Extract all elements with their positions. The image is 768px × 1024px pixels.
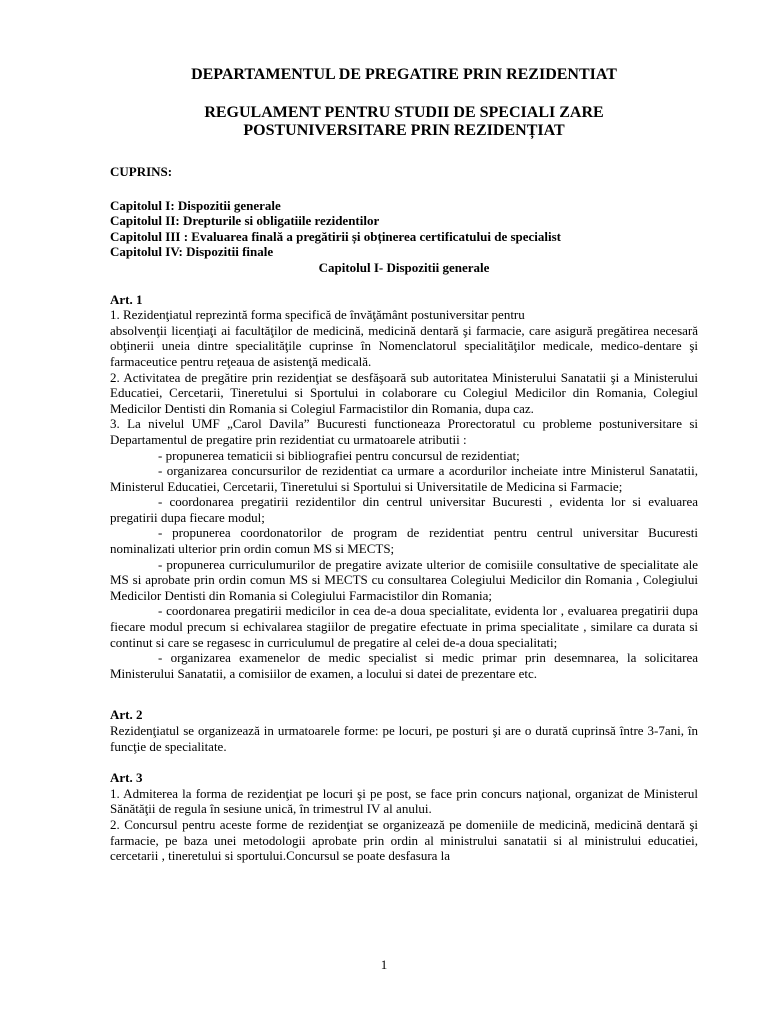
article-3-heading: Art. 3 [110,770,143,786]
toc-heading: CUPRINS: [110,164,173,179]
article-1-paragraph-1: absolvenţii licenţiaţi ai facultăţilor de medicină, medicină dentară şi farmacie, care asigură pregătirea necesară obţinerii uneia dintre specialităţile cuprinse în Nomenclatorul specialităţilor medicale, medico-dentare şi farmaceutice pentru reţeaua de asistenţă medicală. [110,322,698,369]
duties-list [110,448,698,682]
regulation-title-line2: POSTUNIVERSITARE PRIN REZIDENȚIAT [243,122,565,139]
article-1-paragraph-3: 3. La nivelul UMF „Carol Davila” Bucuresti functioneaza Prorectoratul cu probleme postuniversitare si Departamentul de pregatire prin rezidentiat cu urmatoarele atributii : [110,416,698,447]
list-item: - propunerea tematicii si bibliografiei pentru concursul de rezidentiat; [158,447,520,463]
article-2-paragraph-1: Rezidenţiatul se organizează in urmatoarele forme: pe locuri, pe posturi şi are o durată cuprinsă între 3-7ani, în funcţie de specialitate. [110,723,698,754]
list-item: - organizarea examenelor de medic specialist si medic primar prin desemnarea, la solicitarea Ministerului Sanatatii, a comisiilor de examen, a locului si datei de prezentare etc. [110,650,698,681]
chapter-heading: Capitolul I- Dispozitii generale [318,259,490,275]
article-3-paragraph-1: 1. Admiterea la forma de rezidenţiat pe locuri şi pe post, se face prin concurs naţional, organizat de Ministerul Sănătăţii de regula în sesiune unică, în trimestrul IV al anului. [110,785,698,817]
list-item: - propunerea coordonatorilor de program de rezidentiat pentru centrul universitar Bucuresti nominalizati ulterior prin ordin comun MS si MECTS; [110,525,698,557]
article-2-heading: Art. 2 [110,707,143,723]
list-item: - propunerea curriculumurilor de pregatire avizate ulterior de comisiile consultative de specialitate ale MS si aprobate prin ordin comun MS si MECTS cu consultarea Colegiului Medicilor din Romania , Colegiului Medicilor Dentisti din Romania si Colegiului Farmacistilor din Romania; [110,556,698,603]
toc-item: Capitolul III : Evaluarea finală a pregătirii și obținerea certificatului de specialist [110,228,562,244]
department-title: DEPARTAMENTUL DE PREGATIRE PRIN REZIDENTIAT [191,66,617,83]
list-item: - coordonarea pregatirii rezidentilor din centrul universitar Bucuresti , evidenta lor si evaluarea pregatirii dupa fiecare modul; [110,494,698,525]
document-body [110,66,698,864]
list-item: - organizarea concursurilor de rezidentiat ca urmare a acordurilor incheiate intre Ministerul Sanatatii, Ministerul Educatiei, Cercetarii, Tineretului si Sportului si Universitatile de Medicina si Farmacie; [110,463,698,494]
toc-item: Capitolul IV: Dispozitii finale [110,244,274,260]
list-item: - coordonarea pregatirii medicilor in cea de-a doua specialitate, evidenta lor , evaluarea pregatirii dupa fiecare modul precum si echivalarea stagiilor de pregatire efectuate in prima specialitate , similare ca durata si continut si care se regasesc in curriculumul de pregatire al celei de-a doua specialitati; [110,603,698,650]
regulation-title-line1: REGULAMENT PENTRU STUDII DE SPECIALI ZARE [204,104,604,121]
toc-item: Capitolul I: Dispozitii generale [110,197,281,213]
article-1-paragraph-2: 2. Activitatea de pregătire prin rezidenţiat se desfăşoară sub autoritatea Ministerului Sanatatii şi a Ministerului Educatiei, Cercetarii, Tineretului si Sportului in colaborare cu Colegiul Medicilor din Romania, Colegiul Medicilor Dentisti din Romania si Colegiul Farmacistilor din Romania, dupa caz. [110,369,698,416]
page-number: 1 [380,957,388,972]
table-of-contents [110,198,698,260]
article-1-heading: Art. 1 [110,291,143,307]
article-1-paragraph-1-first-line: 1. Rezidenţiatul reprezintă forma specifică de învăţământ postuniversitar pentru [110,307,525,323]
article-3-paragraph-2: 2. Concursul pentru aceste forme de rezidenţiat se organizează pe domeniile de medicină, medicină dentară şi farmacie, pe baza unei metodologii aprobate prin ordin al ministrului sanatatii si al ministrului educatiei, cercetarii , tineretului si sportului.Concursul se poate desfasura la [110,816,698,864]
toc-item: Capitolul II: Drepturile si obligatiile rezidentilor [110,213,380,229]
